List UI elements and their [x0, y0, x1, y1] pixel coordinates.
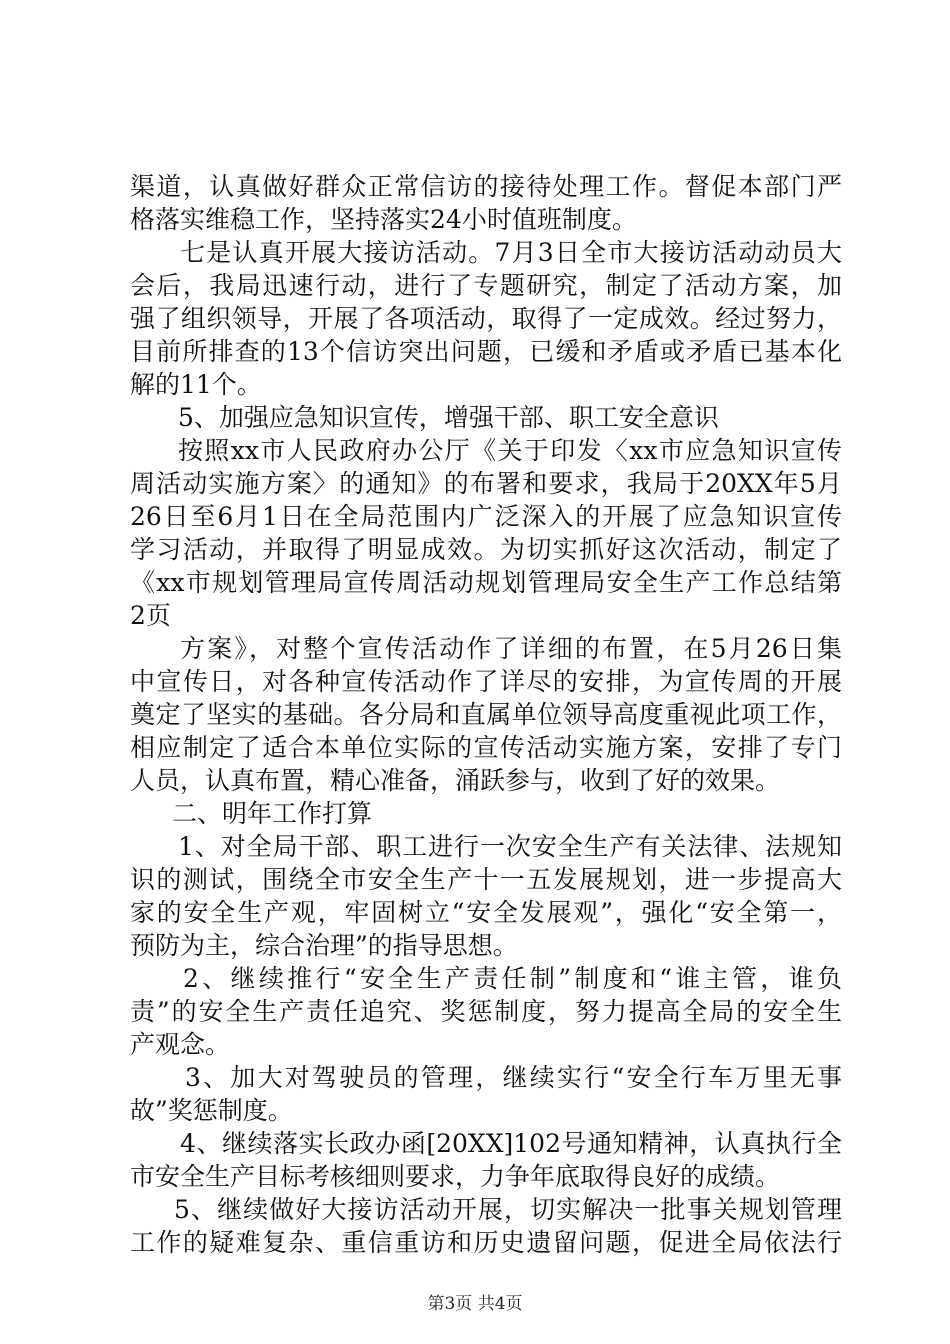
- text-line: 会后，我局迅速行动，进行了专题研究，制定了活动方案，加: [130, 271, 842, 300]
- page-break-label: 2页: [130, 601, 171, 630]
- text-line: 学习活动，并取得了明显成效。为切实抓好这次活动，制定了: [130, 535, 842, 564]
- text-line: 奠定了坚实的基础。各分局和直属单位领导高度重视此项工作，: [130, 700, 842, 729]
- paragraph-start-line: 4、继续落实长政办函[20XX]102号通知精神，认真执行全: [180, 1129, 842, 1158]
- text-line: 格落实维稳工作，坚持落实24小时值班制度。: [130, 205, 637, 234]
- paragraph-start-line: 2、继续推行“安全生产责任制”制度和“谁主管，谁负: [183, 964, 842, 993]
- paragraph-start-line: 5、继续做好大接访活动开展，切实解决一批事关规划管理: [174, 1195, 842, 1224]
- paragraph-start-line: 七是认真开展大接访活动。7月3日全市大接访活动动员大: [180, 238, 842, 267]
- text-line: 中宣传日，对各种宣传活动作了详尽的安排，为宣传周的开展: [130, 667, 842, 696]
- text-line: 家的安全生产观，牢固树立“安全发展观”，强化“安全第一，: [130, 898, 842, 927]
- paragraph-start-line: 1、对全局干部、职工进行一次安全生产有关法律、法规知: [178, 832, 842, 861]
- paragraph-start-line: 方案》，对整个宣传活动作了详细的布置，在5月26日集: [180, 634, 842, 663]
- text-line: 责”的安全生产责任追究、奖惩制度，努力提高全局的安全生: [130, 997, 842, 1026]
- text-line: 产观念。: [130, 1030, 231, 1059]
- text-line: 故”奖惩制度。: [130, 1096, 293, 1125]
- section-heading: 5、加强应急知识宣传，增强干部、职工安全意识: [178, 403, 719, 432]
- text-line: 26日至6月1日在全局范围内广泛深入的开展了应急知识宣传: [130, 502, 842, 531]
- page-number-footer: 第3页 共4页: [427, 1294, 523, 1314]
- document-body: [130, 170, 842, 1259]
- text-line: 工作的疑难复杂、重信重访和历史遗留问题，促进全局依法行: [130, 1228, 842, 1257]
- text-line: 相应制定了适合本单位实际的宣传活动实施方案，安排了专门: [130, 733, 842, 762]
- text-line: 渠道，认真做好群众正常信访的接待处理工作。督促本部门严: [130, 172, 842, 201]
- text-line: 预防为主，综合治理”的指导思想。: [130, 931, 518, 960]
- paragraph-start-line: 3、加大对驾驶员的管理，继续实行“安全行车万里无事: [185, 1063, 842, 1092]
- text-line: 解的11个。: [130, 370, 262, 399]
- text-line: 周活动实施方案〉的通知》的布署和要求，我局于20XX年5月: [130, 469, 842, 498]
- text-line: 市安全生产目标考核细则要求，力争年底取得良好的成绩。: [130, 1162, 781, 1191]
- text-line: 《xx市规划管理局宣传周活动规划管理局安全生产工作总结第: [130, 568, 842, 597]
- text-line: 强了组织领导，开展了各项活动，取得了一定成效。经过努力，: [130, 304, 842, 333]
- text-line: 人员，认真布置，精心准备，涌跃参与，收到了好的效果。: [130, 766, 781, 795]
- section-heading: 二、明年工作打算: [172, 799, 373, 828]
- text-line: 目前所排查的13个信访突出问题，已缓和矛盾或矛盾已基本化: [130, 337, 842, 366]
- paragraph-start-line: 按照xx市人民政府办公厅《关于印发〈xx市应急知识宣传: [178, 436, 842, 465]
- text-line: 识的测试，围绕全市安全生产十一五发展规划，进一步提高大: [130, 865, 842, 894]
